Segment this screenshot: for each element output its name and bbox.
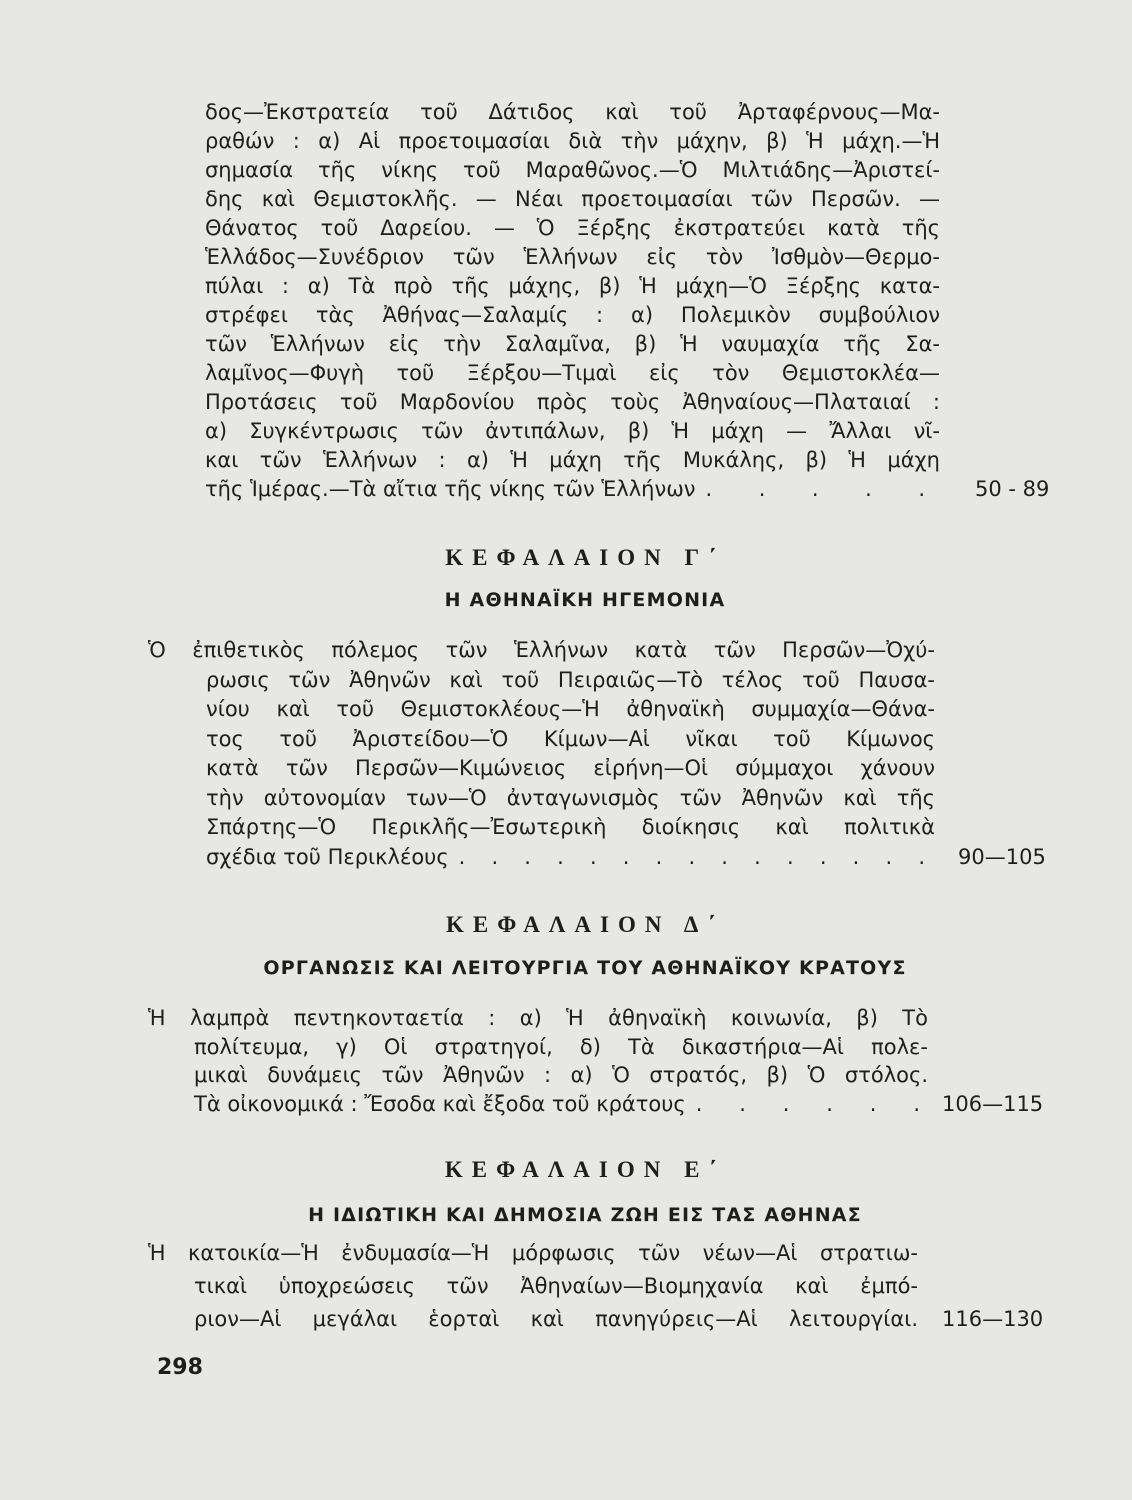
toc-entry xyxy=(148,1237,1044,1336)
toc-line: τῶν Ἑλλήνων εἰς τὴν Σαλαμῖνα, β) Ἡ ναυμαχία τῆς Σα- xyxy=(205,332,940,356)
toc-line: δης καὶ Θεμιστοκλῆς. — Νέαι προετοιμασίαι τῶν Περσῶν. — xyxy=(205,187,940,211)
page-range: 106—115 xyxy=(942,1091,1044,1116)
toc-line: τος τοῦ Ἀριστείδου—Ὁ Κίμων—Αἱ νῖκαι τοῦ Κίμωνος xyxy=(206,726,935,751)
toc-last-line xyxy=(194,1303,1044,1336)
toc-line: ρωσις τῶν Ἀθηνῶν καὶ τοῦ Πειραιῶς—Τὸ τέλος τοῦ Παυσα- xyxy=(206,667,935,692)
page-range: 90—105 xyxy=(958,844,1046,869)
toc-line: πύλαι : α) Τὰ πρὸ τῆς μάχης, β) Ἡ μάχη—Ὁ Ξέρξης κατα- xyxy=(205,274,940,298)
chapter-title: ΚΕΦΑΛΑΙΟΝ Δ΄ xyxy=(445,912,725,937)
leader-dots: . . . . . . xyxy=(695,1091,920,1116)
toc-line: σημασία τῆς νίκης τοῦ Μαραθῶνος.—Ὁ Μιλτιάδης—Ἀριστεί- xyxy=(205,158,940,182)
toc-entry xyxy=(148,1004,1044,1118)
toc-line: μικαὶ δυνάμεις τῶν Ἀθηνῶν : α) Ὁ στρατός, β) Ὁ στόλος. xyxy=(194,1063,928,1087)
page-range: 50 - 89 xyxy=(975,477,1050,501)
chapter-title: ΚΕΦΑΛΑΙΟΝ Γ΄ xyxy=(445,545,725,570)
toc-line: λαμῖνος—Φυγὴ τοῦ Ξέρξου—Τιμαὶ εἰς τὸν Θεμιστοκλέα— xyxy=(205,361,940,385)
toc-line: ραθών : α) Αἱ προετοιμασίαι διὰ τὴν μάχην, β) Ἡ μάχη.—Ἡ xyxy=(205,129,940,153)
toc-last-line xyxy=(206,843,1046,873)
toc-line: Ὁ ἐπιθετικὸς πόλεμος τῶν Ἑλλήνων κατὰ τῶν Περσῶν—Ὀχύ- xyxy=(148,638,935,662)
chapter-subtitle: Η ΙΔΙΩΤΙΚΗ ΚΑΙ ΔΗΜΟΣΙΑ ΖΩΗ ΕΙΣ ΤΑΣ ΑΘΗΝΑΣ xyxy=(308,1204,862,1226)
toc-line: Θάνατος τοῦ Δαρείου. — Ὁ Ξέρξης ἐκστρατεύει κατὰ τῆς xyxy=(205,216,940,240)
toc-entry xyxy=(148,636,1046,872)
toc-line: δος—Ἐκστρατεία τοῦ Δάτιδος καὶ τοῦ Ἀρταφέρνους—Μα- xyxy=(205,100,940,124)
page-number: 298 xyxy=(157,1355,203,1380)
leader-dots: . . . . . xyxy=(705,477,925,501)
toc-line-text: ριον—Αἱ μεγάλαι ἑορταὶ καὶ πανηγύρεις—Αἱ λειτουργίαι. xyxy=(194,1307,918,1331)
toc-line: στρέφει τὰς Ἀθήνας—Σαλαμίς : α) Πολεμικὸν συμβούλιον xyxy=(205,303,940,327)
toc-line: κατὰ τῶν Περσῶν—Κιμώνειος εἰρήνη—Οἱ σύμμαχοι χάνουν xyxy=(206,756,935,780)
toc-line: Σπάρτης—Ὁ Περικλῆς—Ἐσωτερικὴ διοίκησις καὶ πολιτικὰ xyxy=(206,815,935,839)
toc-line: α) Συγκέντρωσις τῶν ἀντιπάλων, β) Ἡ μάχη — Ἄλλαι νῖ- xyxy=(205,419,940,443)
page-range: 116—130 xyxy=(942,1307,1044,1331)
toc-line: νίου καὶ τοῦ Θεμιστοκλέους—Ἡ ἀθηναϊκὴ συμμαχία—Θάνα- xyxy=(206,697,935,721)
chapter-subtitle: Η ΑΘΗΝΑΪΚΗ ΗΓΕΜΟΝΙΑ xyxy=(444,589,726,611)
toc-line: πολίτευμα, γ) Οἱ στρατηγοί, δ) Τὰ δικαστήρια—Αἱ πολε- xyxy=(194,1034,928,1059)
toc-last-line xyxy=(205,475,1050,504)
toc-line: τικαὶ ὑποχρεώσεις τῶν Ἀθηναίων—Βιομηχανία καὶ ἐμπό- xyxy=(194,1274,918,1298)
toc-line: και τῶν Ἑλλήνων : α) Ἡ μάχη τῆς Μυκάλης, β) Ἡ μάχη xyxy=(205,448,940,472)
toc-line: Ἑλλάδος—Συνέδριον τῶν Ἑλλήνων εἰς τὸν Ἰσθμὸν—Θερμο- xyxy=(205,245,940,269)
toc-entry-continued xyxy=(205,98,1050,504)
toc-line: Ἡ λαμπρὰ πεντηκονταετία : α) Ἡ ἀθηναϊκὴ κοινωνία, β) Τὸ xyxy=(148,1006,928,1030)
leader-dots: . . . . . . . . . . . . . . . xyxy=(458,844,925,869)
toc-last-line xyxy=(194,1090,1044,1119)
toc-line: Προτάσεις τοῦ Μαρδονίου πρὸς τοὺς Ἀθηναίους—Πλαταιαί : xyxy=(205,390,940,414)
toc-line: τὴν αὐτονομίαν των—Ὁ ἀνταγωνισμὸς τῶν Ἀθηνῶν καὶ τῆς xyxy=(206,785,935,810)
chapter-title: ΚΕΦΑΛΑΙΟΝ Ε΄ xyxy=(444,1157,726,1182)
toc-line: Ἡ κατοικία—Ἡ ἐνδυμασία—Ἡ μόρφωσις τῶν νέων—Αἱ στρατιω- xyxy=(148,1241,918,1265)
chapter-subtitle: ΟΡΓΑΝΩΣΙΣ ΚΑΙ ΛΕΙΤΟΥΡΓΙΑ ΤΟΥ ΑΘΗΝΑΪΚΟΥ ΚΡΑΤΟΥΣ xyxy=(263,957,907,979)
toc-line-text: τῆς Ἱμέρας.—Τὰ αἴτια τῆς νίκης τῶν Ἑλλήνων xyxy=(205,477,696,501)
toc-line-text: σχέδια τοῦ Περικλέους xyxy=(206,844,449,869)
toc-line-text: Τὰ οἰκονομικά : Ἔσοδα καὶ ἔξοδα τοῦ κράτους xyxy=(194,1091,686,1116)
